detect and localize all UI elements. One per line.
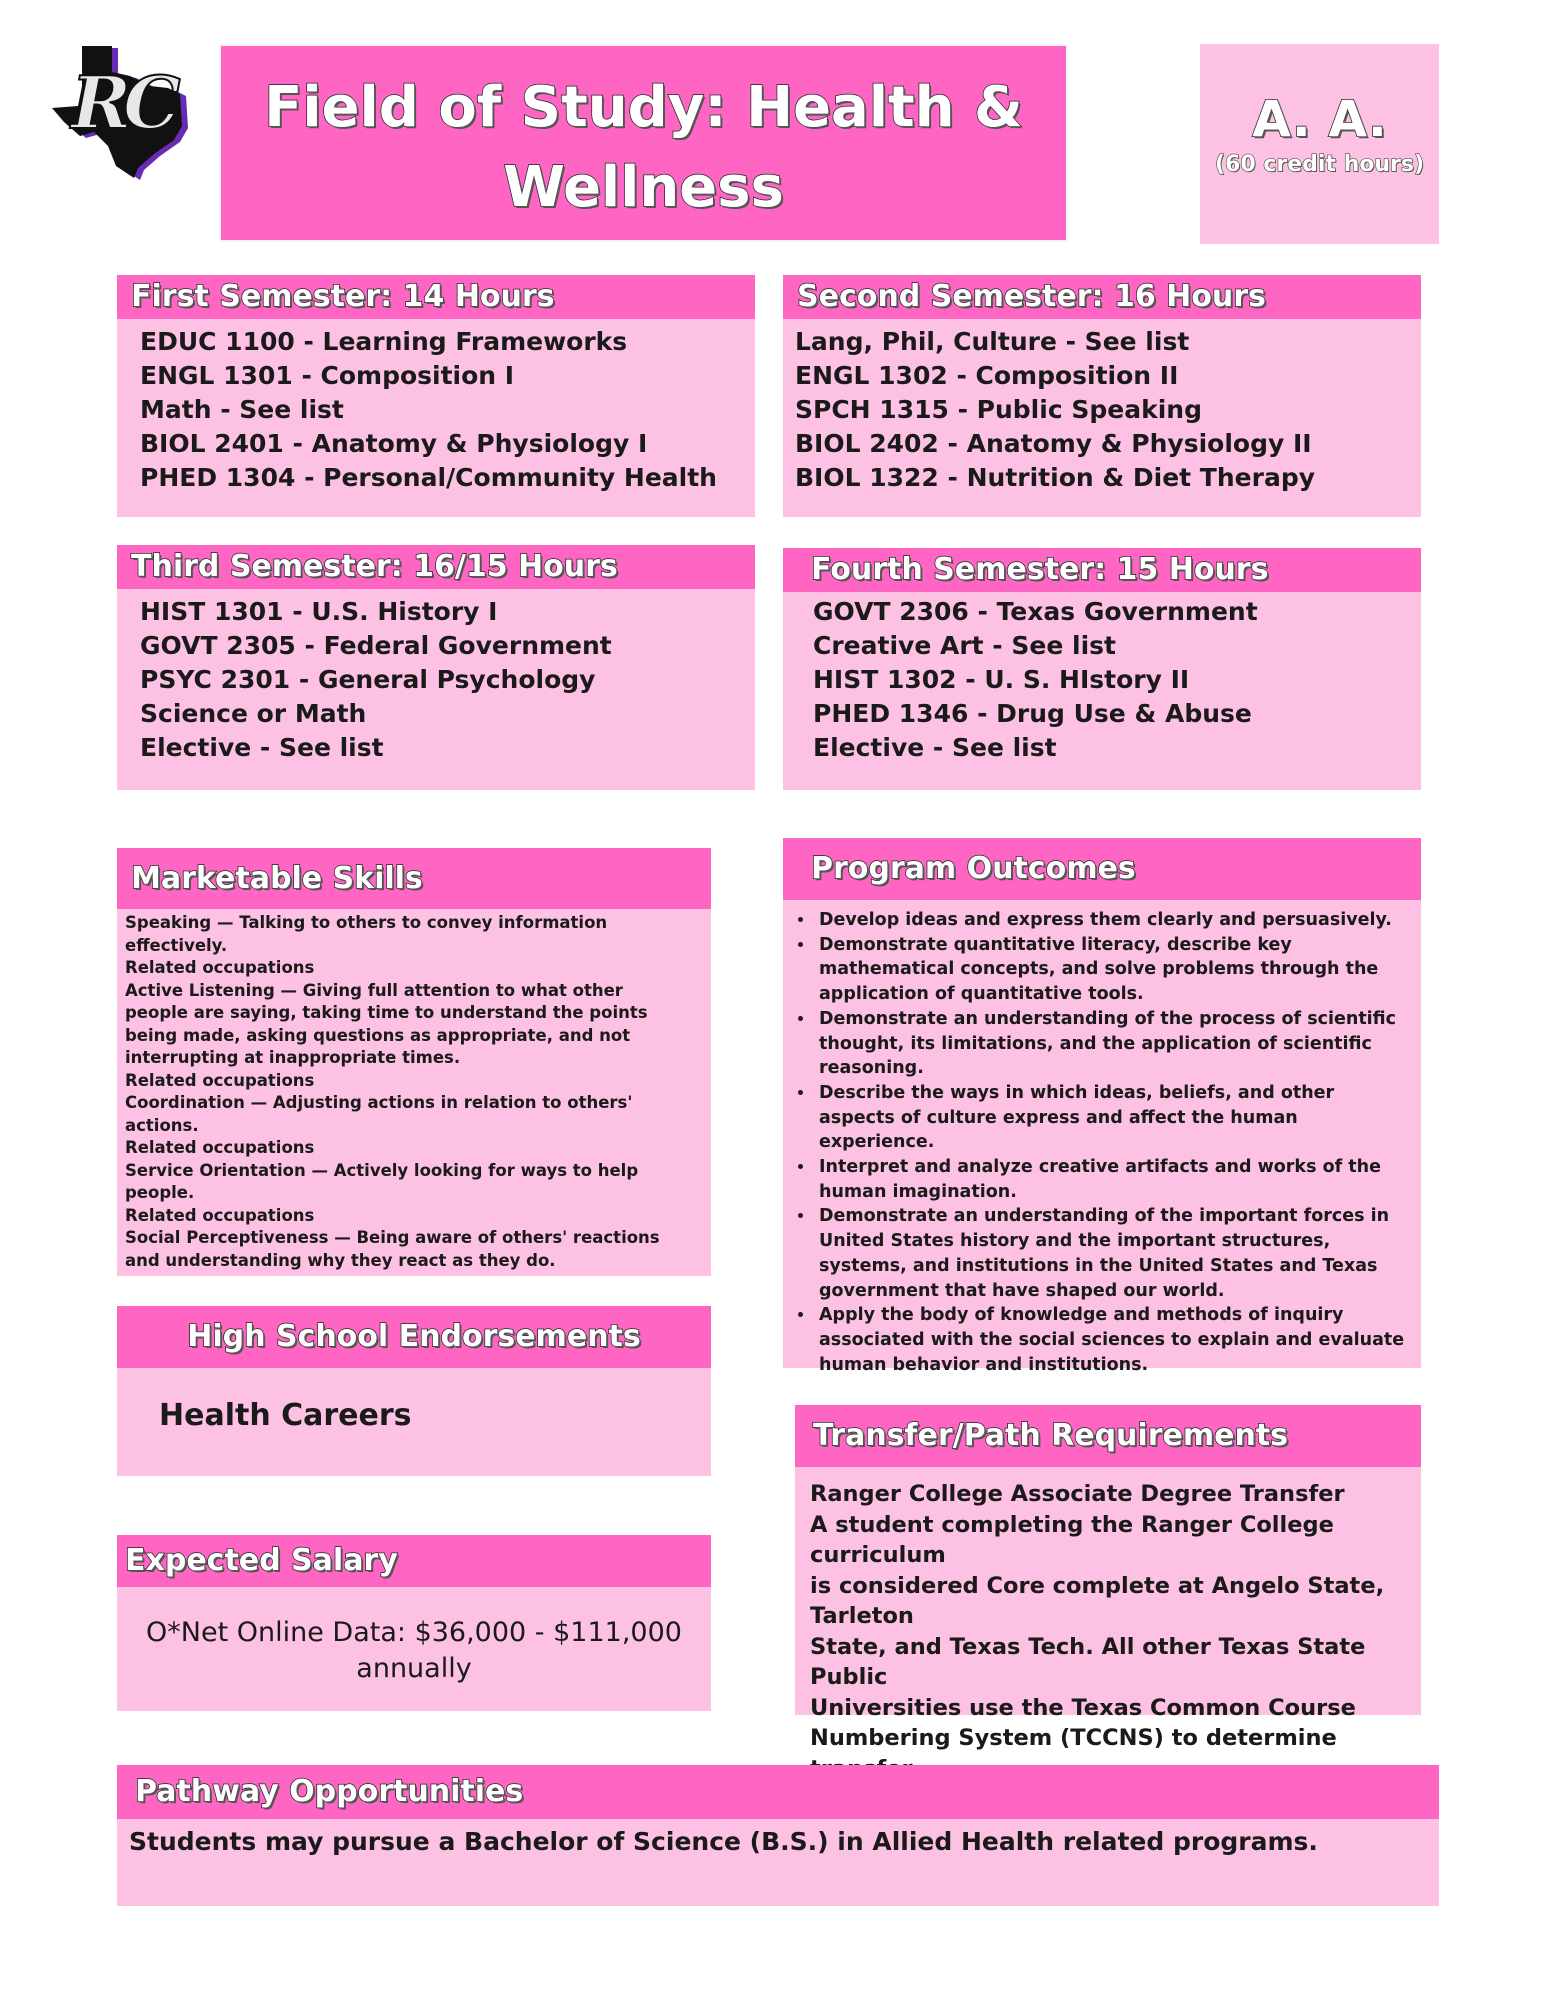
transfer-card (795, 1405, 1421, 1751)
course-item: Science or Math (140, 699, 367, 728)
course-item: Math - See list (140, 395, 344, 424)
degree-label: A. A. (1252, 90, 1387, 148)
transfer-line: Universities use the Texas Common Course (810, 1694, 1356, 1721)
logo-letters: RC (71, 60, 173, 145)
transfer-line: Numbering System (TCCNS) to determine (810, 1725, 1337, 1751)
skills-line: Speaking — Talking to others to convey information (125, 913, 608, 932)
outcome-item: • Interpret and analyze creative artifacts and works of the human imagination. (815, 1155, 1411, 1204)
endorsements-card (117, 1306, 711, 1476)
course-item: PSYC 2301 - General Psychology (140, 665, 596, 694)
outcome-item: • Develop ideas and express them clearly and persuasively. (815, 908, 1411, 933)
fourth-semester-card (783, 548, 1421, 790)
salary-line: O*Net Online Data: $36,000 - $111,000 (146, 1617, 682, 1648)
expected-salary-card (117, 1535, 711, 1711)
program-outcomes-card (783, 838, 1421, 1375)
college-logo (48, 44, 196, 180)
outcome-item: • Apply the body of knowledge and methods of inquiry associated with the social sciences to explain and evaluate human behavior and institutions. (815, 1303, 1411, 1377)
course-item: Elective - See list (140, 733, 384, 762)
section-title: Expected Salary (117, 1535, 711, 1587)
section-title: Fourth Semester: 15 Hours (783, 548, 1421, 592)
outcome-item: • Demonstrate an understanding of the process of scientific thought, its limitations, and the application of scientific reasoning. (815, 1007, 1411, 1081)
skills-line: Service Orientation — Actively looking for ways to help (125, 1160, 639, 1180)
skills-line: Related occupations (125, 1070, 315, 1090)
marketable-skills-card (117, 848, 711, 1276)
outcome-item: • Demonstrate an understanding of the important forces in United States history and the important structures, systems, and institutions in the United States and Texas government that have shaped our world. (815, 1204, 1411, 1303)
transfer-line: A student completing the Ranger College curriculum (810, 1511, 1334, 1568)
pathway-card (117, 1765, 1439, 1906)
section-title: Program Outcomes (783, 838, 1421, 900)
page-title-line2: Wellness (503, 155, 784, 220)
course-item: PHED 1346 - Drug Use & Abuse (813, 699, 1252, 728)
course-item: Elective - See list (813, 733, 1057, 762)
outcome-item: • Demonstrate quantitative literacy, describe key mathematical concepts, and solve problems through the application of quantitative tools. (815, 933, 1411, 1007)
course-item: BIOL 1322 - Nutrition & Diet Therapy (795, 463, 1316, 492)
skills-line: Active Listening — Giving full attention to what other (125, 980, 623, 1000)
title-banner (219, 44, 1068, 242)
transfer-text (795, 1467, 1421, 1815)
course-item: EDUC 1100 - Learning Frameworks (140, 327, 628, 356)
course-item: Lang, Phil, Culture - See list (795, 327, 1190, 356)
skills-line: actions. (125, 1115, 199, 1135)
second-semester-card (783, 275, 1421, 517)
course-list (783, 319, 1421, 495)
skills-line: being made, asking questions as appropriate, and not (125, 1025, 631, 1045)
credit-hours-label: (60 credit hours) (1214, 152, 1425, 177)
skills-line: Related occupations (125, 958, 315, 977)
page-title-line1: Field of Study: Health & (264, 75, 1023, 140)
skills-line: and understanding why they react as they do. (125, 1250, 556, 1270)
transfer-line: is considered Core complete at Angelo State, Tarleton (810, 1572, 1385, 1629)
course-item: BIOL 2401 - Anatomy & Physiology I (140, 429, 648, 458)
section-title: Second Semester: 16 Hours (783, 275, 1421, 319)
course-list (783, 592, 1421, 765)
skills-text (117, 909, 711, 1272)
skills-line: interrupting at inappropriate times. (125, 1048, 461, 1067)
section-title: First Semester: 14 Hours (117, 275, 755, 319)
section-title: Transfer/Path Requirements (795, 1405, 1421, 1467)
section-title: Third Semester: 16/15 Hours (117, 545, 755, 589)
course-item: ENGL 1302 - Composition II (795, 361, 1179, 390)
endorsement-value: Health Careers (159, 1398, 412, 1433)
salary-text (117, 1587, 711, 1687)
section-title: High School Endorsements (117, 1306, 711, 1368)
skills-line: Social Perceptiveness — Being aware of others' reactions (125, 1228, 660, 1247)
salary-line: annually (356, 1653, 472, 1684)
course-list (117, 319, 755, 495)
skills-line: Coordination — Adjusting actions in relation to others' (125, 1093, 633, 1112)
outcomes-list (783, 900, 1421, 1377)
degree-box (1200, 44, 1439, 244)
course-item: Creative Art - See list (813, 631, 1116, 660)
course-item: HIST 1302 - U. S. HIstory II (813, 665, 1190, 694)
skills-line: Related occupations (125, 1205, 315, 1225)
outcome-item: • Describe the ways in which ideas, beliefs, and other aspects of culture express and affect the human experience. (815, 1081, 1411, 1155)
skills-line: effectively. (125, 935, 228, 955)
skills-line: Related occupations (125, 1138, 315, 1157)
skills-line: people are saying, taking time to understand the points (125, 1003, 648, 1022)
course-item: GOVT 2305 - Federal Government (140, 631, 612, 660)
section-title: Marketable Skills (117, 848, 711, 909)
pathway-text: Students may pursue a Bachelor of Science (B.S.) in Allied Health related programs. (129, 1827, 1318, 1856)
first-semester-card (117, 275, 755, 517)
transfer-line: State, and Texas Tech. All other Texas State Public (810, 1633, 1366, 1690)
course-item: HIST 1301 - U.S. History I (140, 597, 498, 626)
skills-line: people. (125, 1183, 195, 1202)
course-list (117, 589, 755, 765)
course-item: BIOL 2402 - Anatomy & Physiology II (795, 429, 1312, 458)
third-semester-card (117, 545, 755, 790)
transfer-line: Ranger College Associate Degree Transfer (810, 1481, 1345, 1507)
course-item: ENGL 1301 - Composition I (140, 361, 515, 390)
course-item: SPCH 1315 - Public Speaking (795, 395, 1202, 424)
course-item: PHED 1304 - Personal/Community Health (140, 463, 717, 492)
course-item: GOVT 2306 - Texas Government (813, 597, 1258, 626)
section-title: Pathway Opportunities (117, 1765, 1439, 1819)
